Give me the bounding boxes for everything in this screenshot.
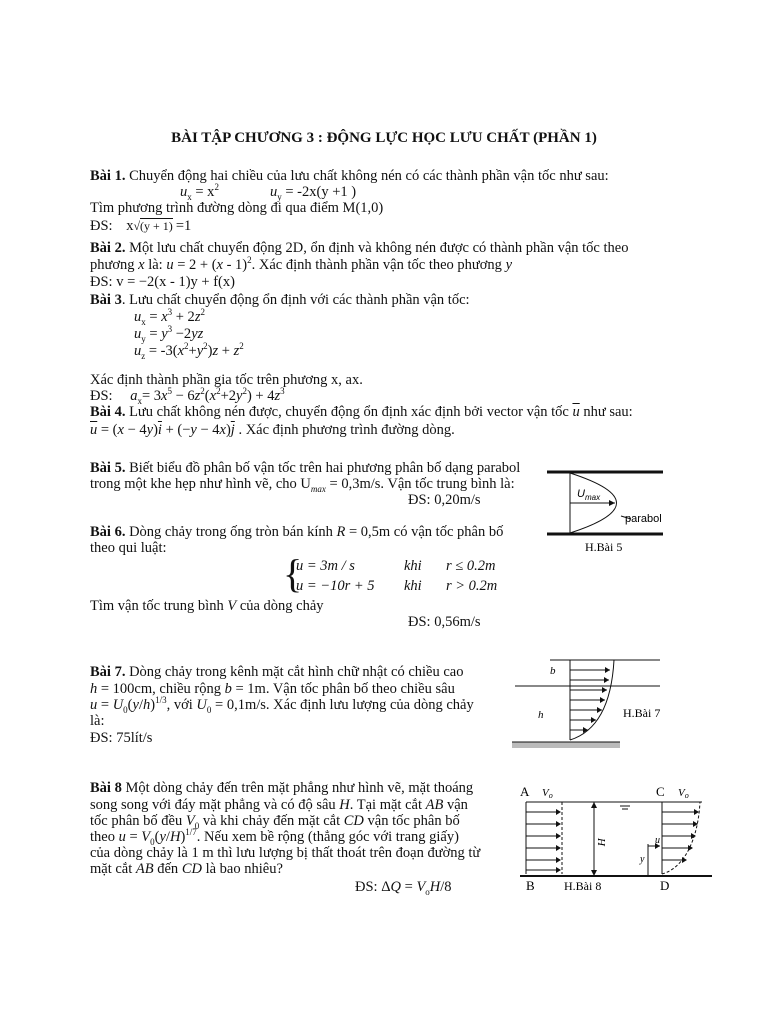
text: - 1) bbox=[222, 257, 248, 273]
bai8-answer: ĐS: $\Delta Q = V_oH/8$ bbox=[355, 879, 452, 897]
bai1-statement bbox=[90, 168, 609, 185]
label-V0-left: Vo bbox=[542, 787, 553, 800]
label-D: D bbox=[660, 878, 670, 893]
vector-symbol: $\overline{u}$ bbox=[572, 404, 580, 420]
arrowhead-icon bbox=[602, 687, 607, 693]
text: Dòng chảy trong kênh mặt cắt hình chữ nhật có chiều cao bbox=[125, 664, 464, 680]
label-C: C bbox=[656, 784, 665, 799]
bai8-label: Bài 8 bbox=[90, 780, 122, 796]
label-y: y bbox=[640, 854, 645, 865]
bai6-statement bbox=[90, 524, 503, 541]
figure-bai5 bbox=[545, 468, 665, 558]
answer-label: ĐS: bbox=[90, 388, 113, 404]
bai4-task: . Xác định phương trình đường dòng. bbox=[234, 422, 455, 438]
subscript: y bbox=[277, 191, 282, 202]
umax-label: $U_{max}$ bbox=[577, 488, 601, 502]
arrowhead-icon bbox=[600, 697, 605, 703]
water-level-icon bbox=[620, 806, 630, 809]
bai4-equation: $\overline{u} = (x - 4y)\overline{i} + (-y - 4x)\overline{j}$ . Xác định phương trình đường dòng. bbox=[90, 422, 455, 438]
bai8-line1 bbox=[90, 780, 473, 797]
left-arrows bbox=[526, 809, 561, 873]
case2-cond: r > 0.2m bbox=[446, 578, 498, 594]
bai7-line4: là: bbox=[90, 713, 105, 729]
text: = 2 + ( bbox=[173, 257, 217, 273]
bai5-statement-2 bbox=[90, 476, 515, 493]
bai6-statement-2: theo qui luật: bbox=[90, 540, 167, 556]
right-arrows bbox=[662, 809, 699, 863]
page-title: BÀI TẬP CHƯƠNG 3 : ĐỘNG LỰC HỌC LƯU CHẤT (PHẦN 1) bbox=[171, 130, 597, 146]
bai3-text: . Lưu chất chuyển động ổn định với các thành phần vận tốc: bbox=[121, 292, 470, 308]
bai7-line2: h = 100cm, chiều rộng b = 1m. Vận tốc phân bố theo chiều sâu bbox=[90, 681, 455, 697]
answer-expr-end: =1 bbox=[175, 218, 192, 234]
bai1-text: Chuyển động hai chiều của lưu chất không nén có các thành phần vận tốc như sau: bbox=[125, 168, 609, 184]
subscript: max bbox=[310, 483, 326, 494]
bai2-text: Một lưu chất chuyển động 2D, ổn định và không nén được có thành phần vận tốc theo bbox=[125, 240, 629, 256]
var: R bbox=[336, 524, 346, 540]
equation-text: = x bbox=[191, 184, 215, 200]
superscript: 2 bbox=[247, 255, 252, 266]
bai2-answer: ĐS: v = −2(x - 1)y + f(x) bbox=[90, 274, 235, 290]
label-B: B bbox=[526, 878, 535, 893]
text: Tìm vận tốc trung bình bbox=[90, 598, 228, 614]
bai7-label: Bài 7. bbox=[90, 664, 126, 680]
channel-bed bbox=[512, 742, 620, 748]
text: là: bbox=[144, 257, 167, 273]
figure-bai7 bbox=[510, 656, 680, 756]
bai4-label: Bài 4. bbox=[90, 404, 126, 420]
bai1-equation-uy bbox=[270, 184, 356, 201]
sqrt-icon: √ bbox=[133, 219, 141, 233]
label-b: b bbox=[550, 665, 556, 677]
bai8-line5: của dòng chảy là 1 m thì lưu lượng bị thất thoát trên đoạn đường từ bbox=[90, 845, 481, 861]
bai3-label: Bài 3 bbox=[90, 292, 122, 308]
symbol: u bbox=[270, 184, 278, 200]
bai5-text: Biết biểu đồ phân bố vận tốc trên hai phương phân bố dạng parabol bbox=[125, 460, 521, 476]
label-h: h bbox=[538, 709, 544, 721]
superscript: 2 bbox=[214, 182, 219, 193]
case2-eq: u = −10r + 5 bbox=[296, 578, 375, 594]
label-H: H bbox=[595, 838, 607, 846]
bai1-label: Bài 1. bbox=[90, 168, 126, 184]
bai3-statement bbox=[90, 292, 470, 309]
answer-expr: x bbox=[126, 218, 134, 234]
fig5-caption: H.Bài 5 bbox=[585, 540, 623, 554]
case1-eq: u = 3m / s bbox=[296, 558, 355, 574]
label-u: u bbox=[655, 835, 660, 846]
bai4-text: Lưu chất không nén được, chuyển động ổn định xác định bởi vector vận tốc bbox=[125, 404, 573, 420]
var: x bbox=[138, 257, 145, 273]
bai3-uy: $u_y = y^3 -2yz$ bbox=[134, 324, 204, 344]
label-V0-right: Vo bbox=[678, 787, 689, 800]
bai8-line4: theo $u = V_0(y/H)^{1/7}$. Nếu xem bề rộng (thẳng góc với trang giấy) bbox=[90, 827, 459, 847]
fig8-caption: H.Bài 8 bbox=[564, 879, 602, 893]
figure-bai8 bbox=[512, 780, 718, 896]
text: phương bbox=[90, 257, 139, 273]
bai4-text-end: như sau: bbox=[579, 404, 633, 420]
text: Một dòng chảy đến trên mặt phẳng như hình vẽ, mặt thoáng bbox=[121, 780, 474, 796]
bai2-statement bbox=[90, 240, 676, 257]
case1-cond: r ≤ 0.2m bbox=[446, 558, 496, 574]
fig7-caption: H.Bài 7 bbox=[623, 706, 661, 720]
var: x bbox=[216, 257, 223, 273]
var: u bbox=[166, 257, 174, 273]
bai3-answer: ĐS: $a_x= 3x^5 - 6z^2(x^2+2y^2) + 4z^3$ bbox=[90, 386, 285, 406]
answer-label: ĐS: bbox=[90, 218, 113, 234]
bai5-label: Bài 5. bbox=[90, 460, 126, 476]
bai4-statement bbox=[90, 404, 633, 421]
bai3-uz: $u_z = -3(x^2+y^2)z + z^2$ bbox=[134, 341, 244, 361]
bai1-task: Tìm phương trình đường dòng đi qua điểm M(1,0) bbox=[90, 200, 384, 216]
bai2-label: Bài 2. bbox=[90, 240, 126, 256]
radicand: (y + 1) bbox=[140, 219, 173, 233]
text: . Xác định thành phần vận tốc theo phương bbox=[251, 257, 506, 273]
var: V bbox=[227, 598, 237, 614]
arrowhead-icon bbox=[609, 500, 615, 506]
text: của dòng chảy bbox=[236, 598, 324, 614]
arrowhead-icon bbox=[605, 667, 610, 673]
bai6-answer: ĐS: 0,56m/s bbox=[408, 614, 481, 630]
bai1-answer bbox=[90, 218, 191, 235]
bai3-ux: $u_x = x^3 + 2z^2$ bbox=[134, 307, 205, 327]
bai3-task: Xác định thành phần gia tốc trên phương x, ax. bbox=[90, 372, 363, 388]
case2-khi: khi bbox=[404, 578, 422, 594]
bai7-line3: $u = U_0(y/h)^{1/3}$, với $U_0 = 0,1m/s$. Xác định lưu lượng của dòng chảy bbox=[90, 695, 474, 715]
subscript: x bbox=[187, 191, 192, 202]
brace-icon: { bbox=[283, 551, 303, 596]
bai6-task bbox=[90, 598, 324, 615]
symbol: u bbox=[180, 184, 188, 200]
text: = 0,3m/s. Vận tốc trung bình là: bbox=[325, 476, 515, 492]
bai8-line6: mặt cắt AB đến CD là bao nhiêu? bbox=[90, 861, 283, 877]
var: y bbox=[505, 257, 512, 273]
bai5-answer: ĐS: 0,20m/s bbox=[408, 492, 481, 508]
text: Dòng chảy trong ống tròn bán kính bbox=[125, 524, 337, 540]
arrowhead-icon bbox=[597, 707, 602, 713]
case1-khi: khi bbox=[404, 558, 422, 574]
bai8-line3: tốc phân bố đều $V_0$ và khi chảy đến mặt cắt CD vận tốc phân bố bbox=[90, 813, 460, 831]
text: trong một khe hẹp như hình vẽ, cho U bbox=[90, 476, 311, 492]
arrowhead-icon bbox=[604, 677, 609, 683]
equation-text: = -2x(y +1 ) bbox=[281, 184, 357, 200]
label-A: A bbox=[520, 784, 530, 799]
bai8-line2: song song với đáy mặt phẳng và có độ sâu H. Tại mặt cắt AB vận bbox=[90, 797, 468, 813]
text: = 0,5m có vận tốc phân bố bbox=[345, 524, 504, 540]
bai2-statement-2 bbox=[90, 257, 512, 274]
bai7-answer: ĐS: 75lít/s bbox=[90, 730, 153, 746]
arrowhead-icon bbox=[591, 802, 597, 808]
bai1-equation-ux bbox=[180, 184, 219, 201]
bai5-statement bbox=[90, 460, 520, 477]
parabol-label: parabol bbox=[625, 513, 662, 525]
bai7-line1 bbox=[90, 664, 463, 681]
bai6-label: Bài 6. bbox=[90, 524, 126, 540]
